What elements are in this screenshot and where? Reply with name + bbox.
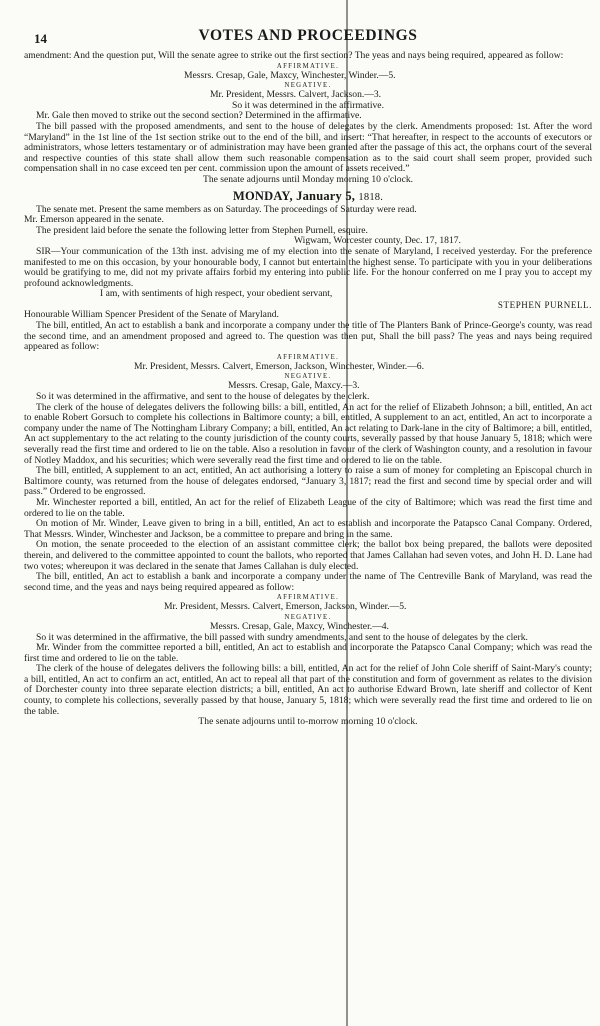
session-date-heading: [24, 189, 592, 205]
negative-label-2: NEGATIVE.: [284, 373, 332, 381]
determined-sent: So it was determined in the affirmative, and sent to the house of delegates by the clerk.: [36, 391, 370, 403]
amendment-question: amendment: And the question put, Will the senate agree to strike out the first section? The yeas and nays being required, appeared as follow:: [24, 50, 564, 61]
affirmative-names: Messrs. Cresap, Gale, Maxcy, Winchester, Winder.—5.: [184, 69, 396, 81]
determination: So it was determined in the affirmative.: [232, 99, 384, 111]
clerk-delivers-bills: The clerk of the house of delegates delivers the following bills: a bill, entitled, An act for the relief of Elizabeth Johnson; a bill, entitled, An act to enable Robert Gorsuch to complete his collections in Baltimore county; a bill, entitled, A supplement to an act, entitled, An act to incorporate a company under the name of The Nottingham Library Company; a bill, entitled, An act relating to Dark-lane in the city of Baltimore; a bill, entitled, An act supplementary to the act relating to the county jurisdiction of the county courts, severally passed by that house January 5, 1818; which were severally read the first time and ordered to lie on the table. Also a resolution in favour of the clerk of Washington county, and a resolution in favour of Notley Maddox, and his securities; which were severally read the first time and ordered to lie on the table.: [24, 401, 592, 466]
clerk-delivers-bills-2: The clerk of the house of delegates delivers the following bills: a bill, entitled, An act for the relief of John Cole sheriff of Saint-Mary's county; a bill, entitled, An act to confirm an act, entitled, An act to repeal all that part of the constitution and form of government as relates to the division of Dorchester county into three separate election districts; a bill, entitled, An act to authorise Edward Brown, late sheriff and collector of Kent county, to complete his collections, severally passed by that house, January 5, 1818; which were severally read the first time and ordered to lie on the table.: [24, 663, 592, 717]
running-title: VOTES AND PROCEEDINGS: [198, 27, 418, 44]
winder-committee-report: Mr. Winder from the committee reported a bill, entitled, An act to establish and incorporate the Patapsco Canal Company; which was read the first time and ordered to lie on the table.: [24, 642, 592, 664]
affirmative-names-3: Mr. President, Messrs. Calvert, Emerson, Jackson, Winder.—5.: [164, 601, 407, 613]
letter-place-date: Wigwam, Worcester county, Dec. 17, 1817.: [294, 235, 461, 247]
page-number: 14: [34, 31, 47, 46]
senate-met: The senate met. Present the same members as on Saturday. The proceedings of Saturday were read.: [36, 203, 417, 215]
planters-bank-bill: The bill, entitled, An act to establish a bank and incorporate a company under the title of The Planters Bank of Prince-George's county, was read the second time, and an amendment proposed and agreed to. The question was then put, Shall the bill pass? The yeas and nays being required appeared as follow:: [24, 320, 592, 353]
affirmative-label-3: AFFIRMATIVE.: [276, 594, 340, 602]
president-laid-letter: The president laid before the senate the following letter from Stephen Purnell, esquire.: [36, 224, 368, 236]
clerk-election: On motion, the senate proceeded to the election of an assistant committee clerk; the ballot box being prepared, the ballots were deposited therein, and delivered to the committee appointed to count the ballots, who reported that James Callahan had seven votes, and John H. D. Lane had two votes; whereupon it was declared in the senate that James Callahan is duly elected.: [24, 539, 592, 572]
winder-motion: On motion of Mr. Winder, Leave given to bring in a bill, entitled, An act to establish and incorporate the Patapsco Canal Company. Ordered, That Messrs. Winder, Winchester and Jackson, be a committee to prepare and bring in the same.: [24, 518, 592, 540]
session-date-main: MONDAY, January 5,: [232, 188, 356, 203]
letter-addressee: Honourable William Spencer President of the Senate of Maryland.: [24, 309, 279, 321]
negative-names-2: Messrs. Cresap, Gale, Maxcy.—3.: [228, 380, 360, 392]
letter-body: SIR—Your communication of the 13th inst. advising me of my election into the senate of Maryland, I received yesterday. For the preference manifested to me on this occasion, by your honourable body, I cannot but entertain the highest sense. To participate with you in your deliberations would be gratifying to me, did not my private affairs forbid my entering into public life. For the honour conferred on me I pray you to accept my profound acknowledgments.: [24, 245, 592, 289]
negative-names: Mr. President, Messrs. Calvert, Jackson.—3.: [210, 89, 382, 101]
bill-passed-amendments: The bill passed with the proposed amendments, and sent to the house of delegates by the clerk. Amendments proposed: 1st. After the word “Maryland” in the 1st line of the 1st section strike out to the end of the bill, and insert: “That hereafter, in respect to the accounts of executors or administrators, whose letters testamentary or of administration may have been granted after the passage of this act, the orphans court of the several and respective counties of this state shall allow them such reasonable compensation as to the said court shall seem proper, provided such compensation shall in no case exceed ten per cent. commission upon the amount of assets received.”: [24, 120, 592, 175]
negative-label: NEGATIVE.: [284, 82, 332, 90]
affirmative-names-2: Mr. President, Messrs. Calvert, Emerson, Jackson, Winchester, Winder.—6.: [134, 360, 424, 372]
lottery-bill: The bill, entitled, A supplement to an act, entitled, An act authorising a lottery to raise a sum of money for completing an Episcopal church in Baltimore county, was returned from the house of delegates endorsed, “January 3, 1817; read the first and second time by special order and will pass.” Ordered to be engrossed.: [24, 465, 592, 498]
negative-names-3: Messrs. Cresap, Gale, Maxcy, Winchester.—4.: [210, 620, 389, 632]
gale-motion: Mr. Gale then moved to strike out the second section? Determined in the affirmative.: [36, 110, 362, 122]
emerson-appeared: Mr. Emerson appeared in the senate.: [24, 214, 164, 226]
winchester-report: Mr. Winchester reported a bill, entitled, An act for the relief of Elizabeth League of the city of Baltimore; which was read the first time and ordered to lie on the table.: [24, 496, 592, 519]
document-page: [24, 27, 592, 728]
page-header: [24, 27, 592, 50]
centreville-bank-bill: The bill, entitled, An act to establish a bank and incorporate a company under the name of The Centreville Bank of Maryland, was read the second time, and the yeas and nays being required appeared as follow:: [24, 571, 592, 593]
negative-label-3: NEGATIVE.: [284, 613, 332, 621]
letter-closing: I am, with sentiments of high respect, your obedient servant,: [100, 288, 333, 300]
adjournment-notice-2: The senate adjourns until to-morrow morning 10 o'clock.: [198, 716, 418, 728]
determined-passed: So it was determined in the affirmative, the bill passed with sundry amendments, and sent to the house of delegates by the clerk.: [36, 631, 528, 643]
letter-signer: STEPHEN PURNELL.: [497, 299, 592, 310]
adjournment-notice: The senate adjourns until Monday morning 10 o'clock.: [202, 173, 414, 185]
affirmative-label-2: AFFIRMATIVE.: [276, 353, 340, 361]
affirmative-label: AFFIRMATIVE.: [276, 62, 340, 70]
session-date-year: 1818.: [358, 191, 384, 203]
